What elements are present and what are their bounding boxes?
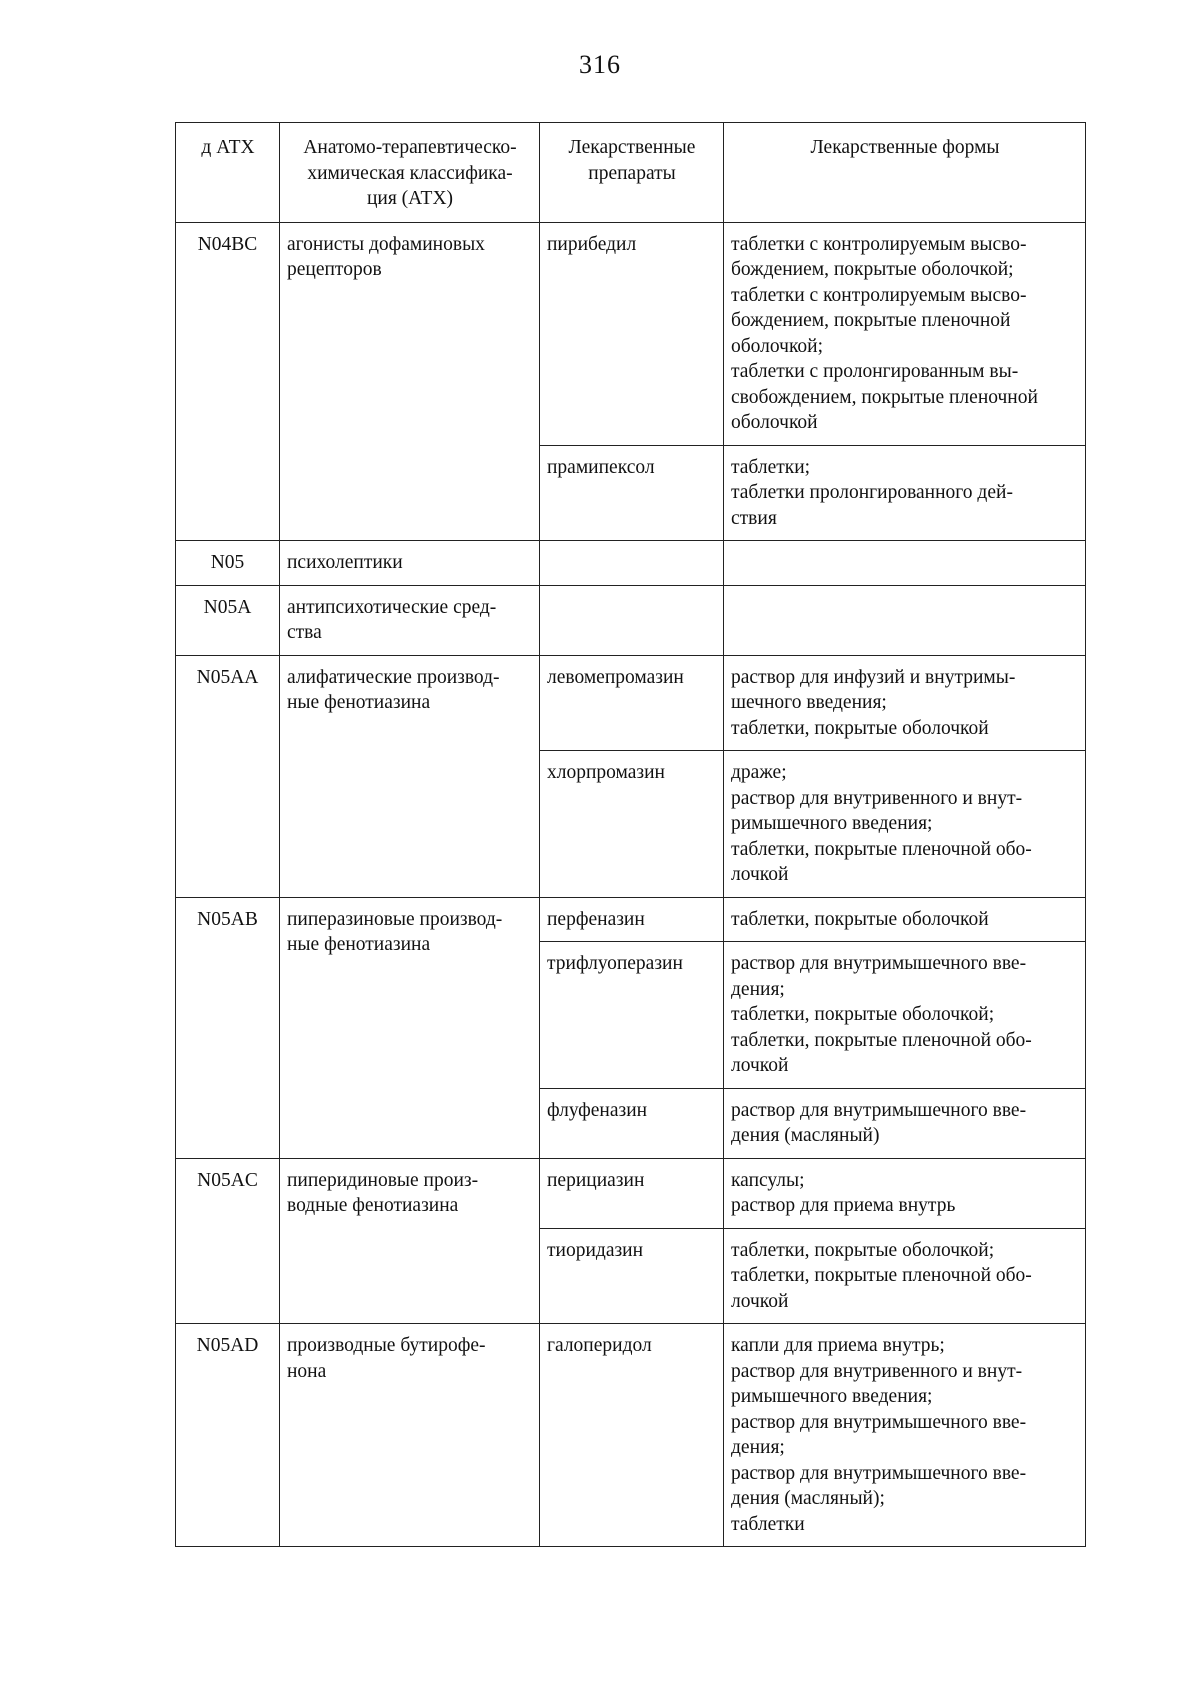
classification-line: нона: [287, 1360, 327, 1382]
dosage-form-line: раствор для внутримышечного вве-: [731, 1411, 1027, 1433]
drug-name-cell: перициазин: [540, 1158, 724, 1228]
header-drugs: [540, 123, 724, 223]
classification-line: алифатические производ-: [287, 666, 500, 688]
table-row: [176, 897, 1086, 942]
dosage-form-line: таблетки, покрытые оболочкой: [731, 717, 989, 739]
header-classification-line: химическая классифика-: [307, 162, 513, 184]
header-classification-line: Анатомо-терапевтическо-: [303, 137, 517, 158]
dosage-form-line: ствия: [731, 507, 777, 529]
dosage-form-line: таблетки, покрытые пленочной обо-: [731, 1265, 1032, 1286]
dosage-form-line: раствор для внутримышечного вве-: [731, 1099, 1027, 1121]
classification-cell: [280, 222, 540, 541]
dosage-forms-cell: [724, 655, 1086, 751]
dosage-form-line: таблетки, покрытые пленочной обо-: [731, 1029, 1032, 1051]
classification-line: ные фенотиазина: [287, 934, 431, 955]
dosage-forms-cell: [724, 541, 1086, 586]
dosage-form-line: таблетки, покрытые оболочкой;: [731, 1239, 995, 1261]
page-number: 316: [579, 50, 621, 79]
dosage-form-line: таблетки, покрытые оболочкой: [731, 908, 989, 930]
dosage-form-line: раствор для внутривенного и внут-: [731, 1360, 1023, 1382]
header-row: [176, 123, 1086, 223]
dosage-form-line: раствор для внутривенного и внут-: [731, 787, 1023, 809]
dosage-forms-cell: [724, 1228, 1086, 1324]
table-row: [176, 1158, 1086, 1228]
dosage-form-line: оболочкой;: [731, 335, 824, 357]
table-body: [176, 222, 1086, 1547]
dosage-form-line: римышечного введения;: [731, 1386, 933, 1407]
dosage-form-line: таблетки с контролируемым высво-: [731, 284, 1027, 306]
dosage-form-line: таблетки;: [731, 456, 811, 478]
dosage-form-line: таблетки пролонгированного дей-: [731, 482, 1013, 503]
dosage-form-line: бождением, покрытые пленочной: [731, 310, 1011, 331]
atx-code-cell: N05: [176, 541, 280, 586]
drug-name-cell: флуфеназин: [540, 1088, 724, 1158]
classification-cell: [280, 585, 540, 655]
drug-name-cell: [540, 541, 724, 586]
drug-name-cell: [540, 585, 724, 655]
classification-line: рецепторов: [287, 259, 382, 280]
dosage-form-line: раствор для внутримышечного вве-: [731, 953, 1027, 974]
dosage-form-line: дения (масляный): [731, 1125, 880, 1146]
dosage-form-line: дения;: [731, 978, 785, 1000]
header-dosage-forms-line: Лекарственные формы: [810, 137, 1000, 158]
dosage-form-line: лочкой: [731, 864, 789, 885]
drug-name-cell: галоперидол: [540, 1324, 724, 1547]
dosage-forms-cell: [724, 897, 1086, 942]
atx-code-cell: N04BC: [176, 222, 280, 541]
dosage-forms-cell: [724, 1088, 1086, 1158]
dosage-form-line: капли для приема внутрь;: [731, 1335, 945, 1356]
table-header: [176, 123, 1086, 223]
atx-drug-table: [175, 122, 1086, 1547]
dosage-forms-cell: [724, 222, 1086, 445]
drug-name-cell: тиоридазин: [540, 1228, 724, 1324]
dosage-form-line: шечного введения;: [731, 692, 887, 713]
atx-code-cell: N05AB: [176, 897, 280, 1158]
classification-line: пиперазиновые производ-: [287, 908, 503, 930]
header-dosage-forms: [724, 123, 1086, 223]
dosage-form-line: таблетки, покрытые пленочной обо-: [731, 838, 1032, 860]
classification-line: антипсихотические сред-: [287, 596, 497, 618]
atx-code-cell: N05AD: [176, 1324, 280, 1547]
drug-name-cell: трифлуоперазин: [540, 942, 724, 1089]
drug-name-cell: левомепромазин: [540, 655, 724, 751]
classification-line: производные бутирофе-: [287, 1335, 486, 1356]
dosage-forms-cell: [724, 751, 1086, 898]
drug-name-cell: пирибедил: [540, 222, 724, 445]
dosage-form-line: таблетки: [731, 1513, 805, 1535]
classification-line: агонисты дофаминовых: [287, 233, 485, 255]
dosage-forms-cell: [724, 1324, 1086, 1547]
dosage-form-line: лочкой: [731, 1290, 789, 1312]
classification-cell: [280, 1324, 540, 1547]
dosage-form-line: раствор для приема внутрь: [731, 1195, 956, 1216]
dosage-form-line: раствор для внутримышечного вве-: [731, 1462, 1027, 1484]
dosage-form-line: таблетки, покрытые оболочкой;: [731, 1004, 995, 1025]
atx-code-cell: N05AA: [176, 655, 280, 897]
dosage-forms-cell: [724, 445, 1086, 541]
classification-line: водные фенотиазина: [287, 1195, 459, 1216]
drug-name-cell: прамипексол: [540, 445, 724, 541]
classification-line: ства: [287, 622, 322, 643]
dosage-form-line: раствор для инфузий и внутримы-: [731, 666, 1016, 688]
header-atx-code-line: д АТХ: [201, 137, 255, 158]
header-classification: [280, 123, 540, 223]
classification-cell: [280, 1158, 540, 1324]
dosage-form-line: капсулы;: [731, 1169, 805, 1191]
drug-name-cell: перфеназин: [540, 897, 724, 942]
drug-name-cell: хлорпромазин: [540, 751, 724, 898]
dosage-forms-cell: [724, 942, 1086, 1089]
header-classification-line: ция (АТХ): [366, 188, 454, 209]
classification-cell: [280, 541, 540, 586]
dosage-forms-cell: [724, 585, 1086, 655]
table-row: [176, 585, 1086, 655]
dosage-form-line: лочкой: [731, 1055, 789, 1076]
dosage-form-line: таблетки с контролируемым высво-: [731, 233, 1027, 255]
table-row: [176, 541, 1086, 586]
dosage-form-line: свобождением, покрытые пленочной: [731, 386, 1038, 408]
table-row: [176, 1324, 1086, 1547]
dosage-form-line: дения;: [731, 1437, 785, 1458]
table-row: [176, 655, 1086, 751]
dosage-form-line: дения (масляный);: [731, 1488, 885, 1509]
header-atx-code: [176, 123, 280, 223]
dosage-form-line: таблетки с пролонгированным вы-: [731, 361, 1019, 382]
header-drugs-line: препараты: [588, 162, 676, 184]
dosage-form-line: драже;: [731, 762, 787, 783]
classification-line: пиперидиновые произ-: [287, 1169, 479, 1191]
dosage-forms-cell: [724, 1158, 1086, 1228]
classification-cell: [280, 655, 540, 897]
classification-cell: [280, 897, 540, 1158]
header-drugs-line: Лекарственные: [568, 137, 696, 158]
classification-line: ные фенотиазина: [287, 692, 431, 713]
dosage-form-line: бождением, покрытые оболочкой;: [731, 259, 1014, 280]
dosage-form-line: оболочкой: [731, 412, 818, 433]
atx-code-cell: N05A: [176, 585, 280, 655]
classification-line: психолептики: [287, 552, 403, 573]
atx-code-cell: N05AC: [176, 1158, 280, 1324]
dosage-form-line: римышечного введения;: [731, 813, 933, 834]
table-row: [176, 222, 1086, 445]
